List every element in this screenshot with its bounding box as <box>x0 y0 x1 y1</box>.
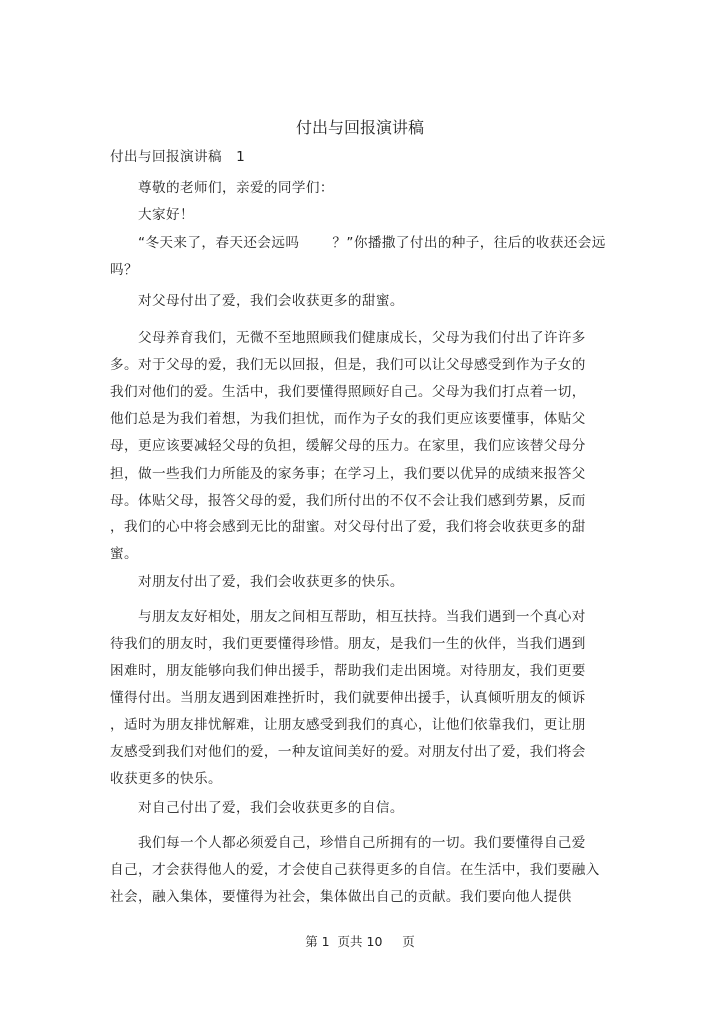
page-footer: 第 1 页共 10 页 <box>305 934 415 949</box>
text-line: ，我们的心中将会感到无比的甜蜜。对父母付出了爱，我们将会收获更多的甜 <box>110 519 586 535</box>
text-line: ，适时为朋友排忧解难，让朋友感受到我们的真心，让他们依靠我们，更让朋 <box>110 717 586 733</box>
text-line: “冬天来了，春天还会远吗 ？”你播撒了付出的种子，往后的收获还会远 <box>138 235 606 251</box>
text-line: 自己，才会获得他人的爱，才会使自己获得更多的自信。在生活中，我们要融入 <box>110 862 600 878</box>
section-heading: 付出与回报演讲稿 1 <box>110 149 246 165</box>
text-line: 担，做一些我们力所能及的家务事；在学习上，我们要以优异的成绩来报答父 <box>110 466 586 482</box>
text-line: 吗？ <box>110 262 138 278</box>
text-line: 与朋友友好相处，朋友之间相互帮助，相互扶持。当我们遇到一个真心对 <box>138 609 586 625</box>
text-line: 对朋友付出了爱，我们会收获更多的快乐。 <box>138 574 404 590</box>
text-line: 对自己付出了爱，我们会收获更多的自信。 <box>138 800 404 816</box>
text-line: 懂得付出。当朋友遇到困难挫折时，我们就要伸出援手，认真倾听朋友的倾诉 <box>110 690 586 706</box>
text-line: 待我们的朋友时，我们更要懂得珍惜。朋友，是我们一生的伙伴，当我们遇到 <box>110 636 586 652</box>
text-line: 尊敬的老师们，亲爱的同学们： <box>138 180 334 196</box>
text-line: 我们对他们的爱。生活中，我们要懂得照顾好自己。父母为我们打点着一切， <box>110 384 586 400</box>
text-line: 他们总是为我们着想，为我们担忧，而作为子女的我们更应该要懂事，体贴父 <box>110 411 586 427</box>
text-line: 友感受到我们对他们的爱，一种友谊间美好的爱。对朋友付出了爱，我们将会 <box>110 744 586 760</box>
document-title: 付出与回报演讲稿 <box>295 118 424 137</box>
text-line: 母，更应该要减轻父母的负担，缓解父母的压力。在家里，我们应该替父母分 <box>110 438 586 454</box>
text-line: 对父母付出了爱，我们会收获更多的甜蜜。 <box>138 293 404 309</box>
text-line: 父母养育我们，无微不至地照顾我们健康成长，父母为我们付出了许许多 <box>138 330 586 346</box>
text-line: 蜜。 <box>110 546 138 562</box>
text-line: 我们每一个人都必须爱自己，珍惜自己所拥有的一切。我们要懂得自己爱 <box>138 835 586 851</box>
text-line: 社会，融入集体，要懂得为社会，集体做出自己的贡献。我们要向他人提供 <box>110 889 572 905</box>
text-line: 母。体贴父母，报答父母的爱，我们所付出的不仅不会让我们感到劳累，反而 <box>110 493 586 509</box>
text-line: 大家好！ <box>138 207 194 223</box>
text-line: 困难时，朋友能够向我们伸出援手，帮助我们走出困境。对待朋友，我们更要 <box>110 663 586 679</box>
text-line: 收获更多的快乐。 <box>110 771 222 787</box>
text-line: 多。对于父母的爱，我们无以回报，但是，我们可以让父母感受到作为子女的 <box>110 357 586 373</box>
